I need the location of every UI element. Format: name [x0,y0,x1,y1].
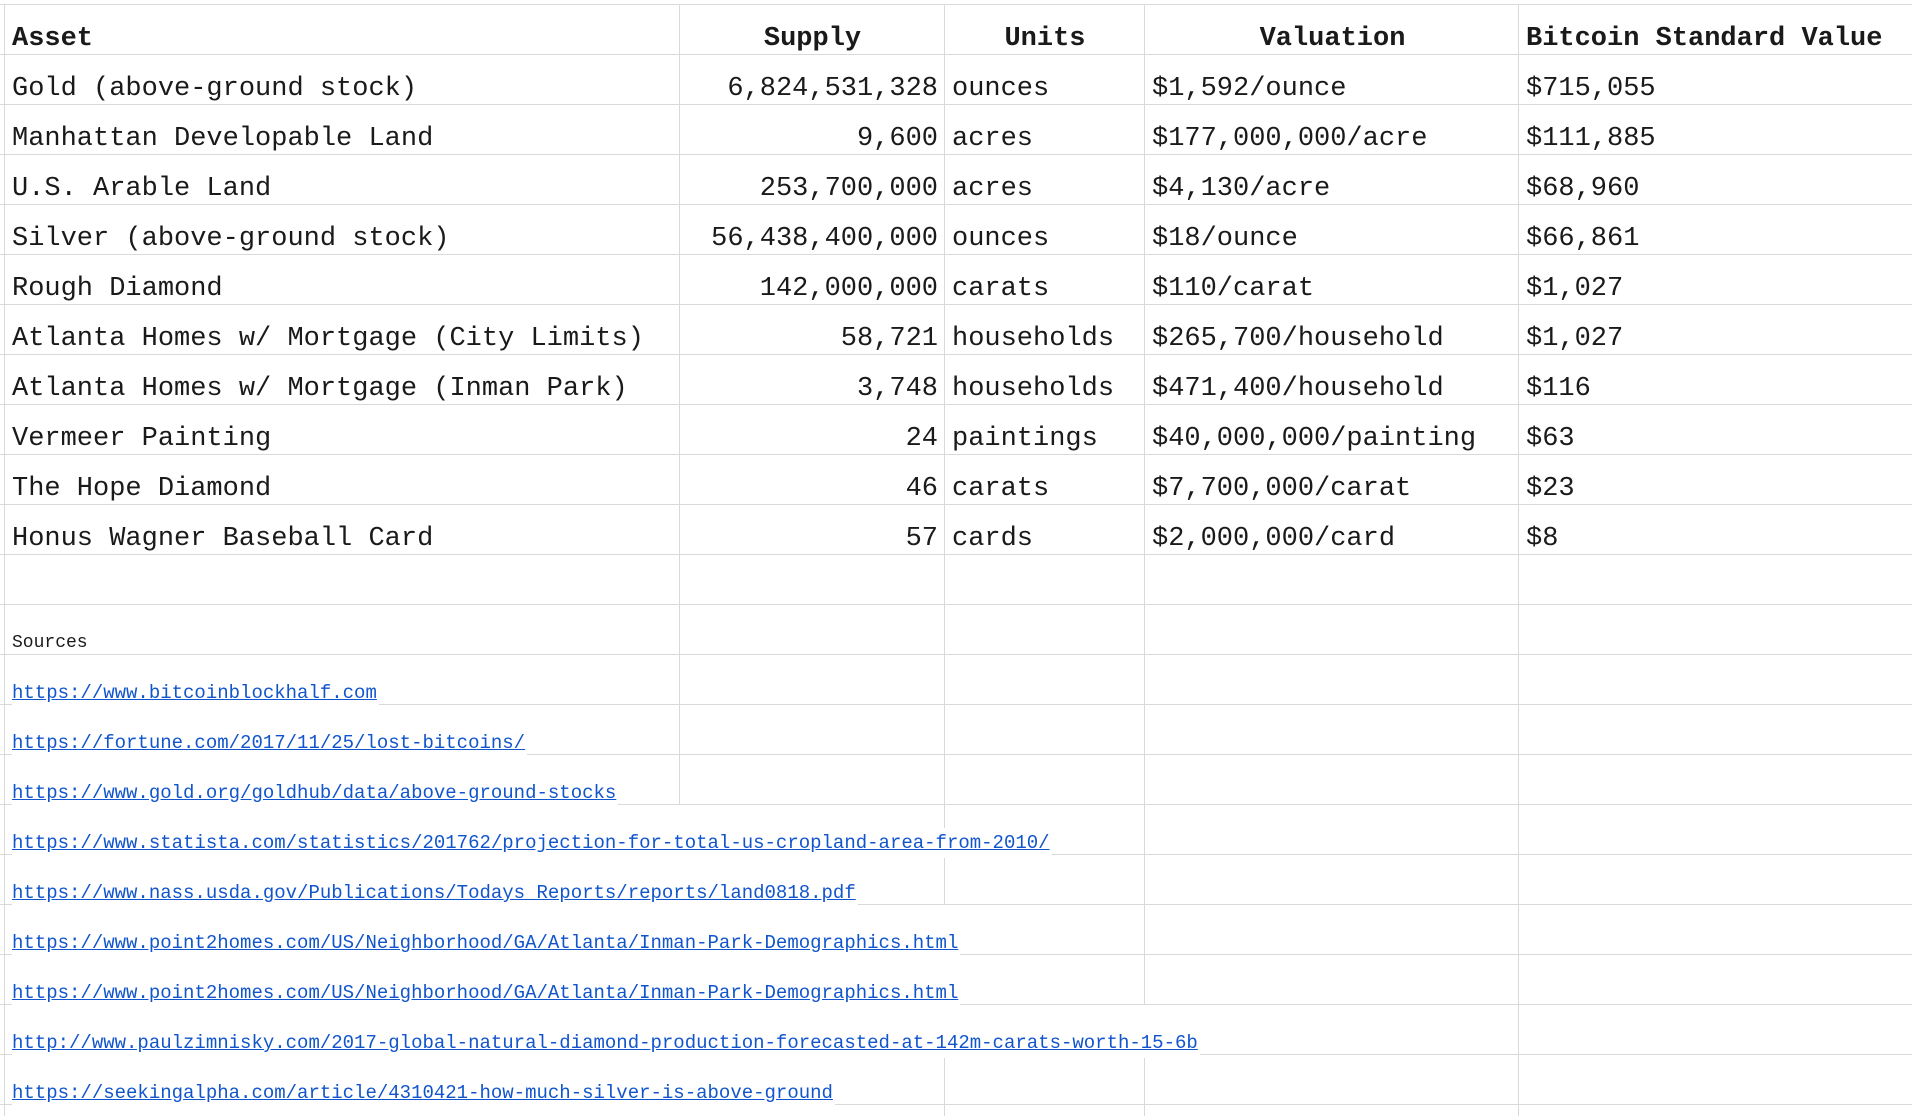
cell-asset[interactable]: U.S. Arable Land [12,174,272,204]
cell-supply[interactable]: 142,000,000 [759,274,938,304]
cell-valuation[interactable]: $471,400/household [1152,374,1444,404]
cell-supply[interactable]: 253,700,000 [759,174,938,204]
header-valuation[interactable]: Valuation [1259,24,1406,54]
cell-asset[interactable]: Atlanta Homes w/ Mortgage (City Limits) [12,324,644,354]
cell-valuation[interactable]: $177,000,000/acre [1152,124,1428,154]
cell-supply[interactable]: 57 [905,524,938,554]
header-asset[interactable]: Asset [12,24,94,54]
cell-supply[interactable]: 6,824,531,328 [727,74,938,104]
source-link[interactable]: https://www.nass.usda.gov/Publications/Todays_Reports/reports/land0818.pdf [12,878,858,908]
row-gridline [0,604,1912,605]
cell-bitcoin-standard-value[interactable]: $66,861 [1526,224,1640,254]
source-link[interactable]: https://www.bitcoinblockhalf.com [12,678,379,708]
header-bitcoin-standard-value[interactable]: Bitcoin Standard Value [1526,24,1883,54]
cell-valuation[interactable]: $265,700/household [1152,324,1444,354]
cell-supply[interactable]: 24 [905,424,938,454]
source-link[interactable]: https://www.statista.com/statistics/201762/projection-for-total-us-cropland-area-from-2010/ [12,828,1052,858]
cell-asset[interactable]: Atlanta Homes w/ Mortgage (Inman Park) [12,374,628,404]
cell-supply[interactable]: 9,600 [856,124,938,154]
cell-supply[interactable]: 3,748 [856,374,938,404]
cell-units[interactable]: households [952,324,1115,354]
cell-units[interactable]: acres [952,174,1034,204]
cell-valuation[interactable]: $1,592/ounce [1152,74,1347,104]
cell-bitcoin-standard-value[interactable]: $63 [1526,424,1575,454]
header-units[interactable]: Units [1004,24,1086,54]
cell-bitcoin-standard-value[interactable]: $8 [1526,524,1559,554]
source-link[interactable]: https://www.point2homes.com/US/Neighborhood/GA/Atlanta/Inman-Park-Demographics.html [12,978,960,1008]
cell-valuation[interactable]: $4,130/acre [1152,174,1331,204]
cell-units[interactable]: paintings [952,424,1098,454]
cell-supply[interactable]: 58,721 [840,324,938,354]
cell-supply[interactable]: 46 [905,474,938,504]
cell-bitcoin-standard-value[interactable]: $111,885 [1526,124,1656,154]
cell-valuation[interactable]: $2,000,000/card [1152,524,1396,554]
column-gridline [1144,1054,1145,1116]
cell-valuation[interactable]: $18/ounce [1152,224,1298,254]
cell-asset[interactable]: Vermeer Painting [12,424,272,454]
cell-supply[interactable]: 56,438,400,000 [711,224,938,254]
cell-units[interactable]: ounces [952,74,1050,104]
cell-valuation[interactable]: $110/carat [1152,274,1315,304]
row-gridline [0,4,1912,5]
cell-asset[interactable]: The Hope Diamond [12,474,272,504]
column-gridline [1518,4,1519,1116]
source-link[interactable]: https://www.gold.org/goldhub/data/above-ground-stocks [12,778,618,808]
cell-bitcoin-standard-value[interactable]: $1,027 [1526,274,1624,304]
cell-asset[interactable]: Silver (above-ground stock) [12,224,450,254]
cell-valuation[interactable]: $40,000,000/painting [1152,424,1477,454]
header-supply[interactable]: Supply [763,24,862,54]
cell-bitcoin-standard-value[interactable]: $68,960 [1526,174,1640,204]
cell-asset[interactable]: Rough Diamond [12,274,223,304]
row-gridline [0,654,1912,655]
cell-asset[interactable]: Gold (above-ground stock) [12,74,418,104]
column-gridline [4,4,5,1116]
source-link[interactable]: https://www.point2homes.com/US/Neighborhood/GA/Atlanta/Inman-Park-Demographics.html [12,928,960,958]
cell-valuation[interactable]: $7,700,000/carat [1152,474,1412,504]
source-link[interactable]: http://www.paulzimnisky.com/2017-global-natural-diamond-production-forecasted-at-142m-carats-worth-15-6b [12,1028,1200,1058]
cell-units[interactable]: carats [952,474,1050,504]
cell-units[interactable]: carats [952,274,1050,304]
column-gridline [944,4,945,904]
column-gridline [944,1054,945,1116]
cell-units[interactable]: households [952,374,1115,404]
source-link[interactable]: https://seekingalpha.com/article/4310421-how-much-silver-is-above-ground [12,1078,835,1108]
sources-label[interactable]: Sources [12,633,88,653]
column-gridline [1144,4,1145,1004]
cell-units[interactable]: ounces [952,224,1050,254]
cell-bitcoin-standard-value[interactable]: $1,027 [1526,324,1624,354]
cell-units[interactable]: acres [952,124,1034,154]
cell-bitcoin-standard-value[interactable]: $715,055 [1526,74,1656,104]
source-link[interactable]: https://fortune.com/2017/11/25/lost-bitcoins/ [12,728,527,758]
cell-asset[interactable]: Honus Wagner Baseball Card [12,524,434,554]
cell-bitcoin-standard-value[interactable]: $23 [1526,474,1575,504]
cell-bitcoin-standard-value[interactable]: $116 [1526,374,1591,404]
cell-asset[interactable]: Manhattan Developable Land [12,124,434,154]
cell-units[interactable]: cards [952,524,1034,554]
